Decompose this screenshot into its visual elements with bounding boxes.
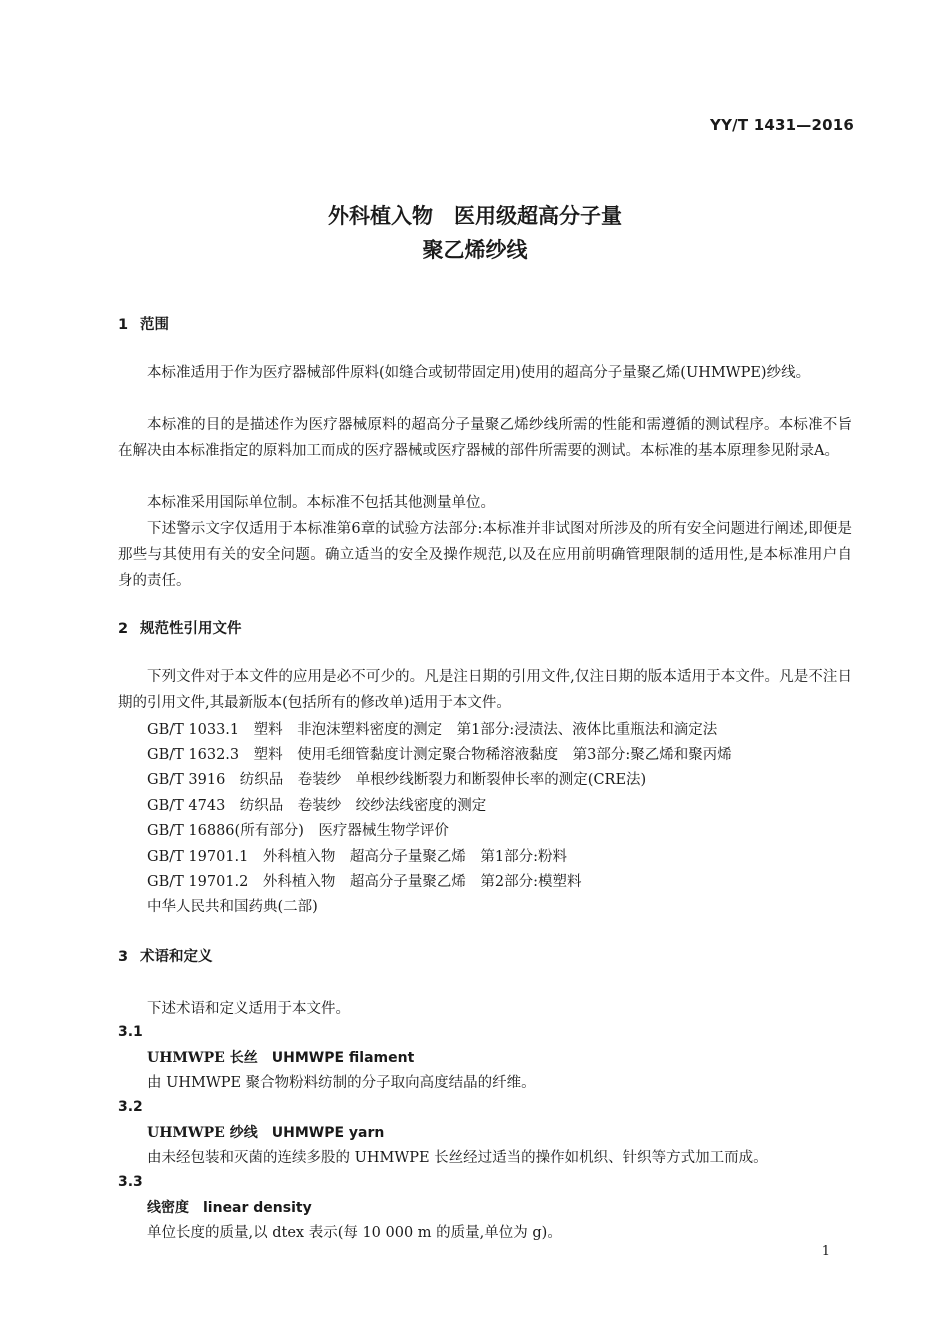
section-1-heading: [118, 313, 169, 334]
section-number: 1: [118, 317, 129, 333]
term-definition: 单位长度的质量,以 dtex 表示(每 10 000 m 的质量,单位为 g)。: [147, 1225, 562, 1241]
term-heading: [147, 1122, 384, 1142]
reference-item: GB/T 3916 纺织品 卷装纱 单根纱线断裂力和断裂伸长率的测定(CRE法): [147, 772, 647, 788]
term-definition: 由 UHMWPE 聚合物粉料纺制的分子取向高度结晶的纤维。: [147, 1075, 536, 1091]
section-3-intro: 下述术语和定义适用于本文件。: [147, 1001, 350, 1017]
section-1-paragraph: 本标准采用国际单位制。本标准不包括其他测量单位。: [147, 495, 495, 511]
reference-item: GB/T 19701.2 外科植入物 超高分子量聚乙烯 第2部分:模塑料: [147, 874, 582, 890]
term-en: UHMWPE filament: [271, 1050, 415, 1066]
section-1-paragraph: 本标准适用于作为医疗器械部件原料(如缝合或韧带固定用)使用的超高分子量聚乙烯(UHMWPE)纱线。: [147, 365, 811, 381]
section-3-heading: [118, 945, 213, 966]
document-title-line2: 聚乙烯纱线: [422, 238, 528, 262]
term-number: 3.2: [118, 1099, 143, 1115]
reference-item: 中华人民共和国药典(二部): [147, 899, 318, 915]
reference-item: GB/T 19701.1 外科植入物 超高分子量聚乙烯 第1部分:粉料: [147, 849, 567, 865]
term-definition: 由未经包装和灭菌的连续多股的 UHMWPE 长丝经过适当的操作如机织、针织等方式加工而成。: [147, 1150, 768, 1166]
section-1-paragraph: 本标准的目的是描述作为医疗器械原料的超高分子量聚乙烯纱线所需的性能和需遵循的测试程序。本标准不旨在解决由本标准指定的原料加工而成的医疗器械或医疗器械的部件所需要的测试。本标准的基本原理参见附录A。: [118, 417, 852, 459]
term-zh: UHMWPE 纱线: [147, 1125, 258, 1141]
document-title-line1: 外科植入物 医用级超高分子量: [328, 204, 622, 228]
standard-code: YY/T 1431—2016: [710, 116, 854, 134]
section-number: 3: [118, 949, 129, 965]
term-heading: [147, 1197, 312, 1217]
section-2-heading: [118, 617, 242, 638]
term-heading: [147, 1047, 414, 1067]
reference-item: GB/T 1033.1 塑料 非泡沫塑料密度的测定 第1部分:浸渍法、液体比重瓶法和滴定法: [147, 722, 718, 738]
section-1-paragraph: 下述警示文字仅适用于本标准第6章的试验方法部分:本标准并非试图对所涉及的所有安全问题进行阐述,即便是那些与其使用有关的安全问题。确立适当的安全及操作规范,以及在应用前明确管理限制的适用性,是本标准用户自身的责任。: [118, 521, 852, 589]
section-title: 术语和定义: [140, 949, 213, 965]
term-en: UHMWPE yarn: [271, 1125, 385, 1141]
term-number: 3.3: [118, 1174, 143, 1190]
term-number: 3.1: [118, 1024, 143, 1040]
reference-item: GB/T 4743 纺织品 卷装纱 绞纱法线密度的测定: [147, 798, 487, 814]
term-zh: 线密度: [147, 1200, 189, 1216]
reference-item: GB/T 16886(所有部分) 医疗器械生物学评价: [147, 823, 449, 839]
page-number: 1: [821, 1244, 830, 1259]
section-title: 范围: [140, 317, 169, 333]
term-en: linear density: [203, 1200, 312, 1216]
reference-item: GB/T 1632.3 塑料 使用毛细管黏度计测定聚合物稀溶液黏度 第3部分:聚乙烯和聚丙烯: [147, 747, 732, 763]
section-2-intro: 下列文件对于本文件的应用是必不可少的。凡是注日期的引用文件,仅注日期的版本适用于本文件。凡是不注日期的引用文件,其最新版本(包括所有的修改单)适用于本文件。: [118, 669, 852, 711]
section-number: 2: [118, 621, 129, 637]
section-title: 规范性引用文件: [140, 621, 242, 637]
term-zh: UHMWPE 长丝: [147, 1050, 258, 1066]
